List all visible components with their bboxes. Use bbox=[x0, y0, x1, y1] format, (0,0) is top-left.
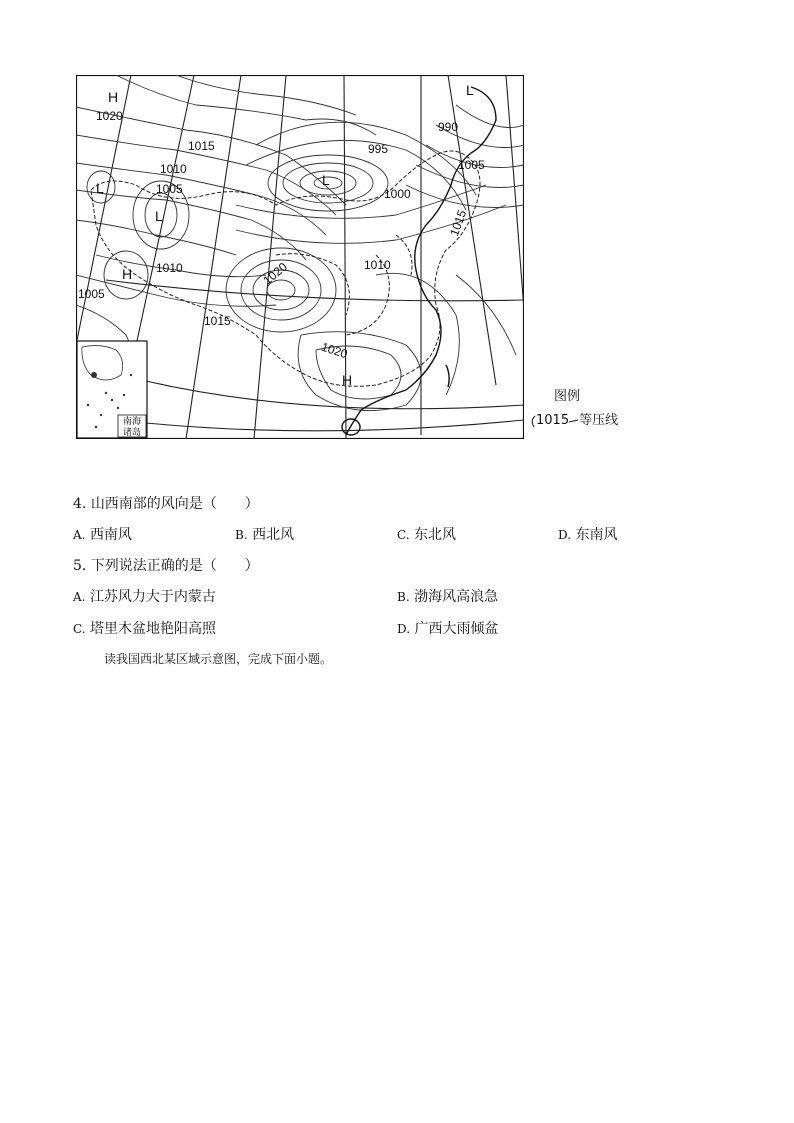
option-letter: D. bbox=[558, 528, 572, 542]
option-d[interactable] bbox=[558, 526, 617, 544]
option-letter: D. bbox=[397, 622, 411, 636]
high-s-label: H bbox=[342, 372, 353, 388]
legend-label: 等压线 bbox=[579, 413, 619, 428]
question-4-stem bbox=[73, 495, 259, 513]
high-nw-label: H bbox=[108, 89, 119, 105]
option-a[interactable] bbox=[73, 588, 216, 606]
isobar-label: 1005 bbox=[156, 182, 183, 196]
option-letter: A. bbox=[73, 528, 86, 542]
option-text: 江苏风力大于内蒙古 bbox=[89, 589, 216, 605]
question-text: 下列说法正确的是（ ） bbox=[90, 558, 259, 574]
option-letter: C. bbox=[397, 528, 410, 542]
isobar-label: 1000 bbox=[384, 187, 411, 201]
option-d[interactable] bbox=[397, 620, 498, 638]
isobar-line-icon bbox=[528, 414, 536, 428]
option-text: 西北风 bbox=[252, 527, 295, 543]
low-w-label: L bbox=[96, 180, 104, 196]
legend-tail-icon bbox=[569, 417, 579, 425]
isobar-label: 1015 bbox=[204, 314, 231, 328]
option-c[interactable] bbox=[397, 526, 456, 544]
isobar-label: 990 bbox=[438, 120, 459, 134]
option-letter: C. bbox=[73, 622, 86, 636]
isobar-label: 1005 bbox=[458, 158, 485, 172]
next-question-intro: 读我国西北某区域示意图，完成下面小题。 bbox=[104, 652, 333, 666]
question-number: 4. bbox=[73, 496, 87, 512]
option-text: 东北风 bbox=[414, 527, 457, 543]
isobar-map-figure bbox=[76, 75, 524, 439]
isobar-label: 1010 bbox=[160, 162, 187, 176]
low-n-label: L bbox=[322, 172, 330, 188]
isobar-label: 1010 bbox=[156, 261, 183, 275]
option-b[interactable] bbox=[397, 588, 498, 606]
legend-value: 1015 bbox=[536, 413, 570, 428]
option-text: 东南风 bbox=[575, 527, 618, 543]
option-b[interactable] bbox=[235, 526, 294, 544]
map-legend bbox=[528, 385, 648, 435]
low-w2-label: L bbox=[155, 208, 163, 224]
isobar-label: 1020 bbox=[319, 339, 350, 362]
legend-title: 图例 bbox=[554, 389, 581, 404]
question-5-stem bbox=[73, 557, 259, 575]
high-w-label: H bbox=[122, 266, 133, 282]
option-c[interactable] bbox=[73, 620, 216, 638]
option-text: 广西大雨倾盆 bbox=[414, 621, 499, 637]
option-a[interactable] bbox=[73, 526, 132, 544]
option-letter: B. bbox=[397, 590, 410, 604]
option-letter: B. bbox=[235, 528, 248, 542]
question-number: 5. bbox=[73, 558, 87, 574]
isobar-label: 1020 bbox=[96, 109, 123, 123]
option-text: 渤海风高浪急 bbox=[414, 589, 499, 605]
option-text: 西南风 bbox=[89, 527, 132, 543]
isobar-label: 1010 bbox=[364, 258, 391, 272]
inset-label-line2: 诸岛 bbox=[122, 428, 142, 438]
isobar-label: 1015 bbox=[446, 208, 470, 238]
low-ne-label: L bbox=[466, 82, 474, 98]
isobar-label: 1015 bbox=[188, 139, 215, 153]
inset-label bbox=[118, 415, 146, 438]
isobar-label: 995 bbox=[368, 142, 389, 156]
legend-entry bbox=[528, 409, 618, 428]
option-letter: A. bbox=[73, 590, 86, 604]
question-text: 山西南部的风向是（ ） bbox=[90, 496, 259, 512]
option-text: 塔里木盆地艳阳高照 bbox=[90, 621, 217, 637]
isobar-label: 1020 bbox=[260, 259, 290, 288]
weather-map bbox=[76, 75, 524, 439]
isobar-label: 1005 bbox=[78, 287, 105, 301]
inset-label-line1: 南海 bbox=[122, 417, 142, 427]
